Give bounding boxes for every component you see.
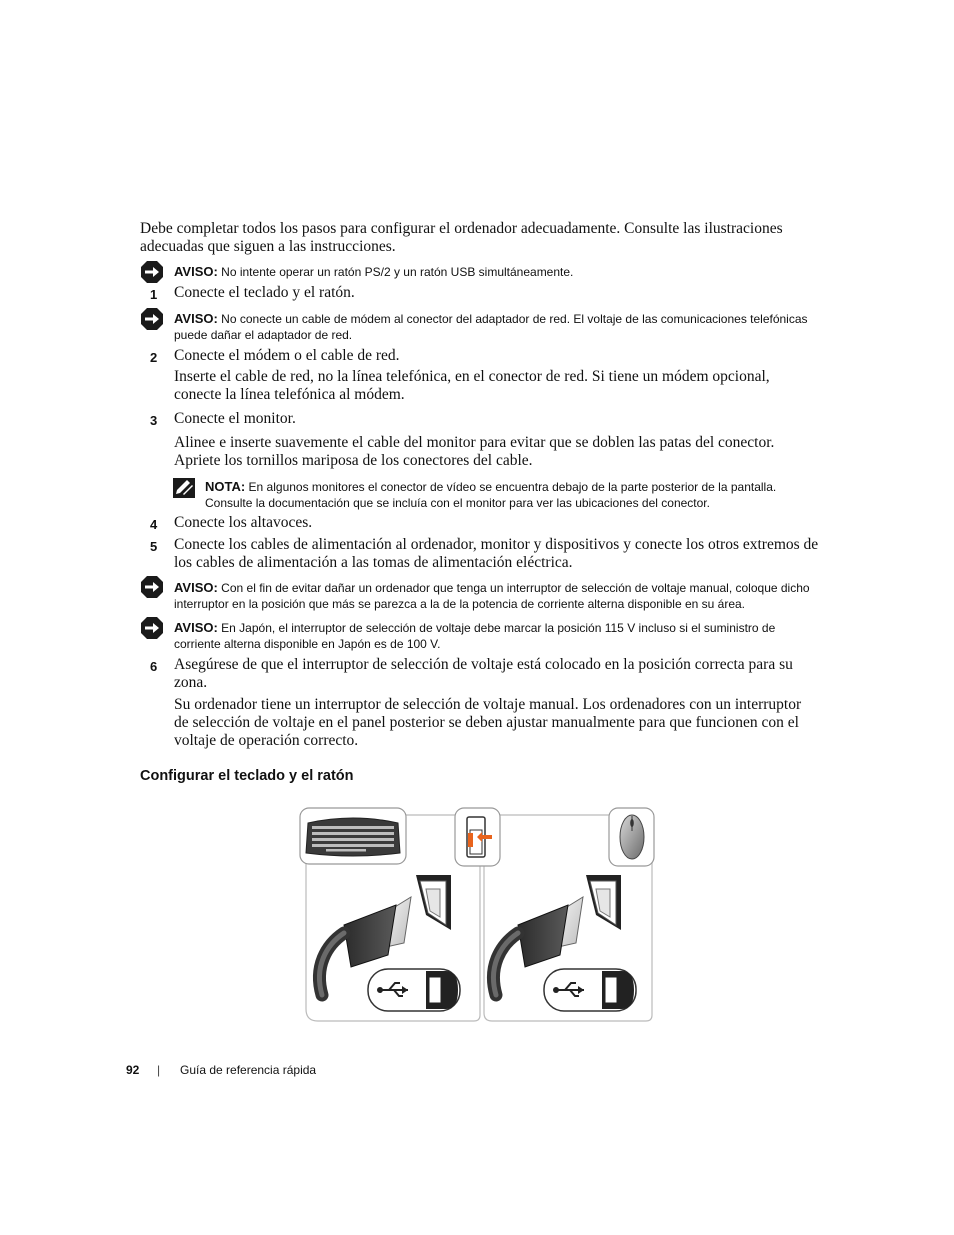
section-heading: Configurar el teclado y el ratón [140, 768, 354, 784]
notice-icon [140, 616, 164, 640]
notice-text: No intente operar un ratón PS/2 y un ratón USB simultáneamente. [221, 265, 574, 279]
step-number: 1 [150, 287, 158, 302]
notice-text: En Japón, el interruptor de selección de voltaje debe marcar la posición 115 V incluso si el suministro de corriente alterna disponible en Japón es de 100 V. [174, 621, 776, 651]
step-detail: Inserte el cable de red, no la línea telefónica, en el conector de red. Si tiene un módem opcional, conecte la línea telefónica al módem. [174, 368, 770, 403]
notice-icon [140, 260, 164, 284]
keyboard-mouse-connection-illustration [296, 805, 658, 1027]
keyboard-icon [300, 808, 406, 864]
step-number: 6 [150, 659, 158, 674]
step-text: Asegúrese de que el interruptor de selección de voltaje está colocado en la posición correcta para su zona. [174, 656, 793, 691]
page-number: 92 [126, 1063, 140, 1077]
step-number: 2 [150, 350, 158, 365]
footer-title: Guía de referencia rápida [180, 1063, 317, 1077]
step-text: Conecte el monitor. [174, 410, 296, 427]
notice-label: AVISO: [174, 620, 218, 635]
note-box [205, 479, 815, 511]
notice-text: No conecte un cable de módem al conector del adaptador de red. El voltaje de las comunicaciones telefónicas puede dañar el adaptador de red. [174, 312, 808, 342]
notice-label: AVISO: [174, 311, 218, 326]
usb-port-badge-right [544, 969, 636, 1011]
intro-paragraph: Debe completar todos los pasos para configurar el ordenador adecuadamente. Consulte las ilustraciones adecuadas que siguen a las instrucciones. [140, 220, 783, 255]
step-text: Conecte el módem o el cable de red. [174, 347, 400, 364]
note-text: En algunos monitores el conector de vídeo se encuentra debajo de la parte posterior de la pantalla. Consulte la documentación que se incluía con el monitor para ver las ubicaciones del conector. [205, 480, 777, 510]
step-text: Conecte los altavoces. [174, 514, 313, 531]
step-number: 4 [150, 517, 158, 532]
usb-port-badge-left [368, 969, 460, 1011]
footer-separator: | [157, 1063, 161, 1077]
pencil-note-icon [173, 478, 195, 498]
port-insert-icon [455, 808, 500, 866]
note-label: NOTA: [205, 479, 246, 494]
notice-1 [174, 264, 814, 281]
step-number: 3 [150, 413, 158, 428]
step-number: 5 [150, 539, 158, 554]
notice-4 [174, 620, 814, 652]
notice-text: Con el fin de evitar dañar un ordenador que tenga un interruptor de selección de voltaje manual, coloque dicho interruptor en la posición que más se parezca a la de la potencia de corriente alterna disponible en su área. [174, 581, 810, 611]
notice-3 [174, 580, 819, 612]
step-detail: Alinee e inserte suavemente el cable del monitor para evitar que se doblen las patas del conector. Apriete los tornillos mariposa de los conectores del cable. [174, 434, 775, 469]
notice-icon [140, 307, 164, 331]
notice-2 [174, 311, 814, 343]
notice-label: AVISO: [174, 580, 218, 595]
mouse-icon [609, 808, 654, 866]
step-text: Conecte los cables de alimentación al ordenador, monitor y dispositivos y conecte los otros extremos de los cables de alimentación a las tomas de alimentación eléctrica. [174, 536, 819, 571]
notice-label: AVISO: [174, 264, 218, 279]
notice-icon [140, 575, 164, 599]
step-text: Conecte el teclado y el ratón. [174, 284, 355, 301]
step-detail: Su ordenador tiene un interruptor de selección de voltaje manual. Los ordenadores con un interruptor de selección de voltaje en el panel posterior se deben ajustar manualmente para que funcionen con el voltaje de operación correcto. [174, 696, 802, 749]
